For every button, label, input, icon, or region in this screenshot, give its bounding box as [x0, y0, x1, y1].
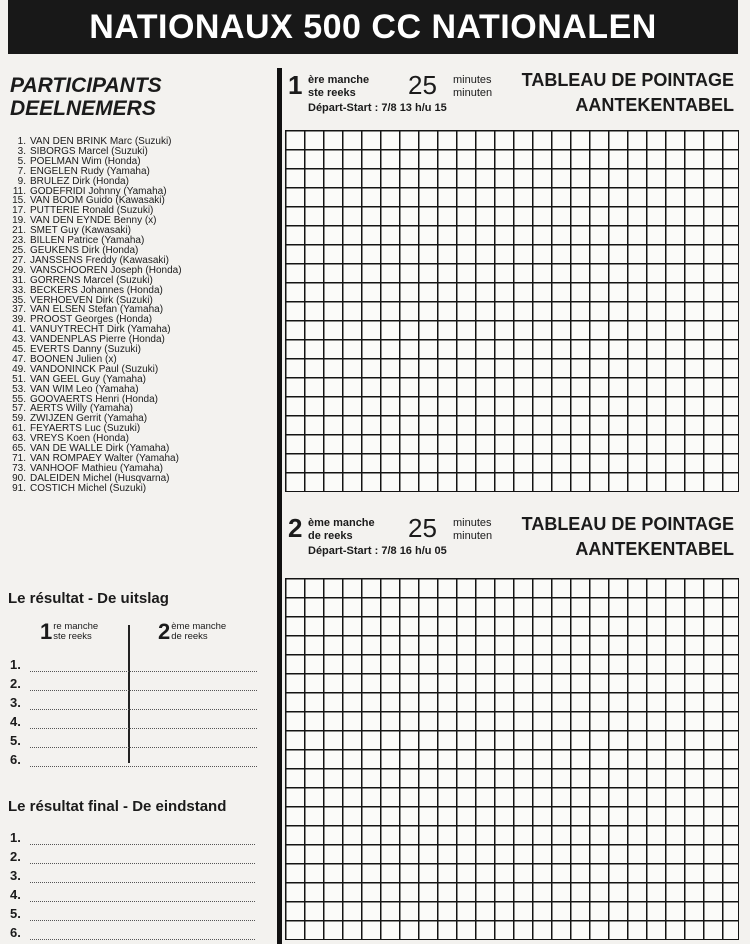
participant-number: 23. — [12, 235, 26, 247]
result-row-number: 5. — [10, 906, 21, 921]
result-heat2-number: 2 — [158, 619, 171, 644]
participant-name: DALEIDEN Michel (Husqvarna) — [30, 472, 170, 484]
result-row-number: 1. — [10, 657, 21, 672]
page-banner — [8, 0, 738, 54]
participant-number: 59. — [12, 413, 26, 425]
result-row — [10, 864, 255, 883]
manche2-minutes-nl: minuten — [453, 530, 493, 542]
participants-list — [6, 137, 271, 494]
manche1-table-title-fr: TABLEAU DE POINTAGE — [521, 70, 734, 90]
participant-number: 11. — [12, 185, 26, 197]
manche2-minutes: 25 — [408, 513, 437, 543]
participant-name: VAN ELSEN Stefan (Yamaha) — [30, 304, 164, 316]
result-entry-line[interactable] — [30, 910, 255, 921]
result-heat1-line2: ste reeks — [53, 630, 92, 642]
participant-number: 7. — [17, 165, 26, 177]
manche1-depart: Départ-Start : 7/8 13 h/u 15 — [308, 102, 447, 114]
participant-number: 41. — [12, 324, 26, 336]
result-row — [10, 653, 257, 672]
participant-number: 33. — [12, 284, 26, 296]
manche2-minutes-fr: minutes — [453, 517, 492, 529]
result-row-number: 4. — [10, 714, 21, 729]
manche1-number: 1 — [288, 70, 303, 100]
result-row — [10, 883, 255, 902]
manche1-minutes-nl: minuten — [453, 87, 493, 99]
participant-number: 37. — [12, 304, 26, 316]
result-entry-line[interactable] — [30, 891, 255, 902]
result-row — [10, 845, 255, 864]
result-row — [10, 902, 255, 921]
participant-number: 25. — [12, 244, 26, 256]
manche2-depart: Départ-Start : 7/8 16 h/u 05 — [308, 545, 447, 557]
manche2-table-title-nl: AANTEKENTABEL — [575, 539, 734, 559]
manche2-line1: ème manche — [308, 517, 375, 529]
participant-number: 53. — [12, 383, 26, 395]
participant-number: 47. — [12, 353, 26, 365]
participants-title — [10, 74, 162, 120]
result-row — [10, 921, 255, 940]
participant-number: 91. — [12, 482, 26, 494]
participant-name: VAN DE WALLE Dirk (Yamaha) — [30, 443, 170, 455]
result-entry-line[interactable] — [30, 929, 255, 940]
final-result-title: Le résultat final - De eindstand — [8, 798, 227, 815]
participant-name: VANDONINCK Paul (Suzuki) — [30, 363, 159, 375]
result-rows — [10, 653, 257, 767]
participant-item — [6, 286, 271, 296]
final-result-rows — [10, 826, 255, 940]
participant-name: VREYS Koen (Honda) — [30, 433, 129, 445]
participant-number: 65. — [12, 443, 26, 455]
manche2-table-title-fr: TABLEAU DE POINTAGE — [521, 514, 734, 534]
result-row-number: 2. — [10, 676, 21, 691]
participant-number: 29. — [12, 264, 26, 276]
manche2-number: 2 — [288, 513, 303, 543]
participant-item — [6, 484, 271, 494]
result-entry-line[interactable] — [30, 718, 257, 729]
participant-name: VAN GEEL Guy (Yamaha) — [30, 373, 146, 385]
participant-name: VANSCHOOREN Joseph (Honda) — [30, 264, 182, 276]
participant-name: PUTTERIE Ronald (Suzuki) — [30, 205, 154, 217]
manche1-table-title — [522, 68, 734, 118]
result-row — [10, 826, 255, 845]
result-entry-line[interactable] — [30, 680, 257, 691]
participant-number: 35. — [12, 294, 26, 306]
participant-number: 1. — [17, 136, 26, 147]
participant-number: 17. — [12, 205, 26, 217]
participant-name: ENGELEN Rudy (Yamaha) — [30, 165, 150, 177]
participant-name: VAN DEN EYNDE Benny (x) — [30, 215, 157, 227]
result-heat1-number: 1 — [40, 619, 53, 644]
participant-name: GORRENS Marcel (Suzuki) — [30, 274, 153, 286]
participant-name: FEYAERTS Luc (Suzuki) — [30, 423, 141, 435]
result-row-number: 1. — [10, 830, 21, 845]
result-heat2-line2: de reeks — [171, 630, 208, 642]
participant-number: 71. — [12, 453, 26, 464]
result-row — [10, 691, 257, 710]
participant-number: 51. — [12, 373, 26, 385]
result-row — [10, 748, 257, 767]
participant-name: GOOVAERTS Henri (Honda) — [30, 393, 159, 405]
participant-number: 39. — [12, 314, 26, 326]
result-row — [10, 710, 257, 729]
column-divider — [277, 68, 282, 944]
result-heat1-line1: re manche — [53, 621, 99, 632]
manche1-scoring-grid[interactable] — [285, 130, 739, 492]
page-title: NATIONAUX 500 CC NATIONALEN — [89, 7, 657, 46]
participant-name: AERTS Willy (Yamaha) — [30, 403, 133, 415]
manche1-header — [288, 70, 518, 120]
manche1-line2: ste reeks — [308, 87, 356, 99]
result-row-number: 4. — [10, 887, 21, 902]
participant-name: BRULEZ Dirk (Honda) — [30, 175, 129, 187]
result-entry-line[interactable] — [30, 872, 255, 883]
participant-number: 5. — [17, 155, 26, 167]
manche2-line2: de reeks — [308, 530, 353, 542]
result-heat2-label — [158, 619, 227, 644]
result-row-number: 3. — [10, 868, 21, 883]
participant-name: SIBORGS Marcel (Suzuki) — [30, 145, 148, 157]
result-entry-line[interactable] — [30, 699, 257, 710]
result-entry-line[interactable] — [30, 853, 255, 864]
manche2-table-title — [522, 512, 734, 562]
participant-name: GEUKENS Dirk (Honda) — [30, 244, 139, 256]
result-entry-line[interactable] — [30, 834, 255, 845]
participant-name: ZWIJZEN Gerrit (Yamaha) — [30, 413, 148, 425]
participant-name: VAN BOOM Guido (Kawasaki) — [30, 195, 165, 207]
participant-number: 55. — [12, 393, 26, 405]
participant-number: 90. — [12, 472, 26, 484]
participant-number: 73. — [12, 462, 26, 474]
manche1-minutes-fr: minutes — [453, 74, 492, 86]
participant-number: 57. — [12, 403, 26, 415]
result-row-number: 6. — [10, 925, 21, 940]
participant-name: SMET Guy (Kawasaki) — [30, 225, 131, 237]
participant-number: 9. — [17, 175, 26, 187]
result-title: Le résultat - De uitslag — [8, 590, 169, 607]
participant-name: EVERTS Danny (Suzuki) — [30, 344, 141, 356]
participant-name: VERHOEVEN Dirk (Suzuki) — [30, 294, 153, 306]
participant-name: PROOST Georges (Honda) — [30, 314, 153, 326]
manche2-scoring-grid[interactable] — [285, 578, 739, 940]
result-entry-line[interactable] — [30, 737, 257, 748]
result-entry-line[interactable] — [30, 661, 257, 672]
manche2-header — [288, 513, 518, 563]
participant-number: 21. — [12, 225, 26, 237]
participant-number: 15. — [12, 195, 26, 207]
participant-name: GODEFRIDI Johnny (Yamaha) — [30, 185, 167, 197]
participant-name: BOONEN Julien (x) — [30, 353, 117, 365]
participant-number: 31. — [12, 274, 26, 286]
participant-number: 45. — [12, 344, 26, 356]
result-heat2-line1: ème manche — [171, 621, 227, 632]
result-row-number: 3. — [10, 695, 21, 710]
participant-number: 43. — [12, 334, 26, 346]
result-row-number: 5. — [10, 733, 21, 748]
result-row-number: 2. — [10, 849, 21, 864]
participant-name: VANDENPLAS Pierre (Honda) — [30, 334, 165, 346]
participants-title-fr: PARTICIPANTS — [10, 74, 162, 97]
participant-name: VAN WIM Leo (Yamaha) — [30, 383, 139, 395]
participants-title-nl: DEELNEMERS — [10, 97, 156, 120]
participant-number: 27. — [12, 254, 26, 266]
participant-name: JANSSENS Freddy (Kawasaki) — [30, 254, 169, 266]
participant-name: VAN DEN BRINK Marc (Suzuki) — [30, 136, 172, 147]
participant-number: 19. — [12, 215, 26, 227]
participant-name: BILLEN Patrice (Yamaha) — [30, 235, 145, 247]
result-row-number: 6. — [10, 752, 21, 767]
participant-name: BECKERS Johannes (Honda) — [30, 284, 163, 296]
result-row — [10, 672, 257, 691]
manche1-minutes: 25 — [408, 70, 437, 100]
participant-number: 3. — [17, 145, 26, 157]
participant-name: POELMAN Wim (Honda) — [30, 155, 141, 167]
participant-name: VANUYTRECHT Dirk (Yamaha) — [30, 324, 171, 336]
participant-number: 61. — [12, 423, 26, 435]
participant-name: VANHOOF Mathieu (Yamaha) — [30, 462, 164, 474]
result-heat1-label — [40, 619, 99, 644]
manche1-line1: ère manche — [308, 74, 370, 86]
participant-number: 63. — [12, 433, 26, 445]
manche1-table-title-nl: AANTEKENTABEL — [575, 95, 734, 115]
result-row — [10, 729, 257, 748]
participant-name: VAN ROMPAEY Walter (Yamaha) — [30, 453, 179, 464]
participant-name: COSTICH Michel (Suzuki) — [30, 482, 147, 494]
participant-number: 49. — [12, 363, 26, 375]
result-entry-line[interactable] — [30, 756, 257, 767]
